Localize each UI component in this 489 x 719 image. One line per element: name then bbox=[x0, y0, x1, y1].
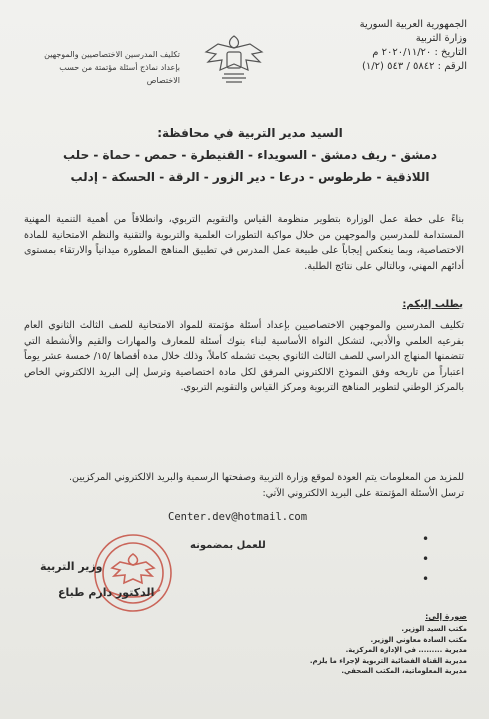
official-stamp-icon bbox=[92, 532, 174, 614]
header-subject bbox=[20, 48, 180, 87]
addressee-block bbox=[60, 122, 440, 188]
more-info-line: للمزيد من المعلومات يتم العودة لموقع وزارة التربية وصفحتها الرسمية والبريد الالكتروني المركزيين. bbox=[68, 472, 464, 483]
header-country: الجمهورية العربية السورية bbox=[359, 19, 467, 30]
cc-heading: صورة إلى: bbox=[425, 612, 467, 621]
closing-paragraphs bbox=[24, 470, 464, 501]
intro-paragraph: بناءً على خطة عمل الوزارة بتطوير منظومة القياس والتقويم التربوي، وانطلاقاً من أهمية التنمية المهنية المستدامة للمدرسين والموجهين من خلال مواكبة التطورات العلمية والتربوية والتقنية والنظم الامتحانية للمادة الاختصاصية، وبما ينعكس إيجاباً على طبيعة عمل المدرس في تطبيق المناهج المطورة ميدانياً والارتقاء بمستوى أدائهم المهني، وبالتالي على نتائج الطلبة. bbox=[24, 214, 464, 272]
cc-list bbox=[277, 624, 467, 677]
cc-item: مديرية المعلوماتية، المكتب الصحفي. bbox=[341, 667, 467, 675]
addressee-title: السيد مدير التربية في محافظة: bbox=[157, 126, 343, 140]
cc-item: مديرية القناة الفضائية التربوية لإجراء ما يلزم. bbox=[309, 656, 467, 665]
cc-item: مكتب السيد الوزير. bbox=[401, 625, 467, 633]
signature-title: وزير التربية bbox=[40, 560, 103, 573]
subject-line-1: تكليف المدرسين الاختصاصيين والموجهين bbox=[44, 50, 180, 59]
header-date: التاريخ : ٢٠٢٠/١١/٢٠ م bbox=[372, 47, 467, 58]
subject-line-2: بإعداد نماذج أسئلة مؤتمتة من حسب bbox=[59, 63, 180, 72]
emblem-icon bbox=[198, 30, 270, 90]
action-line: للعمل بمضمونه bbox=[190, 540, 266, 551]
header-number: الرقم : ٥٨٤٢ / ٥٤٣ (١/٢) bbox=[362, 61, 467, 72]
email-instruction: ترسل الأسئلة المؤتمتة على البريد الالكتروني الآتي: bbox=[262, 487, 464, 499]
contact-email[interactable]: Center.dev@hotmail.com bbox=[168, 511, 308, 523]
bullet-dot: • bbox=[422, 572, 430, 586]
addressee-governorates-2: اللاذقية - طرطوس - درعا - دير الزور - الرقة - الحسكة - إدلب bbox=[70, 170, 430, 184]
signature-name: الدكتور دارم طباع bbox=[58, 586, 155, 599]
header-right bbox=[297, 18, 467, 74]
bullet-dot: • bbox=[422, 552, 430, 566]
subject-line-3: الاختصاص bbox=[146, 76, 180, 85]
addressee-governorates-1: دمشق - ريف دمشق - السويداء - القنيطرة - حمص - حماة - حلب bbox=[62, 148, 438, 162]
bullet-dot: • bbox=[422, 532, 430, 546]
cc-item: مديرية ......... في الإدارة المركزية. bbox=[345, 646, 467, 654]
cc-item: مكتب السادة معاوني الوزير. bbox=[370, 635, 467, 644]
request-paragraph: تكليف المدرسين والموجهين الاختصاصيين بإعداد أسئلة مؤتمتة للمواد الامتحانية للصف الثالث الثانوي العام بفرعيه العلمي والأدبي، لتشكل النواة الأساسية لبناء بنوك أسئلة للمعارف والمهارات والقيم والأنشطة التي تتضمنها المنهاج الدراسي للصف الثالث الثانوي بحيث تشمله كاملاً، وذلك خلال مدة أقصاها /١٥/ خمسة عشر يوماً اعتباراً من تاريخه وفق النموذج الالكتروني المرفق لكل مادة اختصاصية وترسل إلى البريد الالكتروني الخاص بالمركز الوطني لتطوير المناهج التربوية ومركز القياس والتقويم التربوي. bbox=[24, 320, 465, 393]
request-heading: يطلب إليكم: bbox=[402, 299, 463, 310]
header-ministry: وزارة التربية bbox=[415, 33, 467, 44]
